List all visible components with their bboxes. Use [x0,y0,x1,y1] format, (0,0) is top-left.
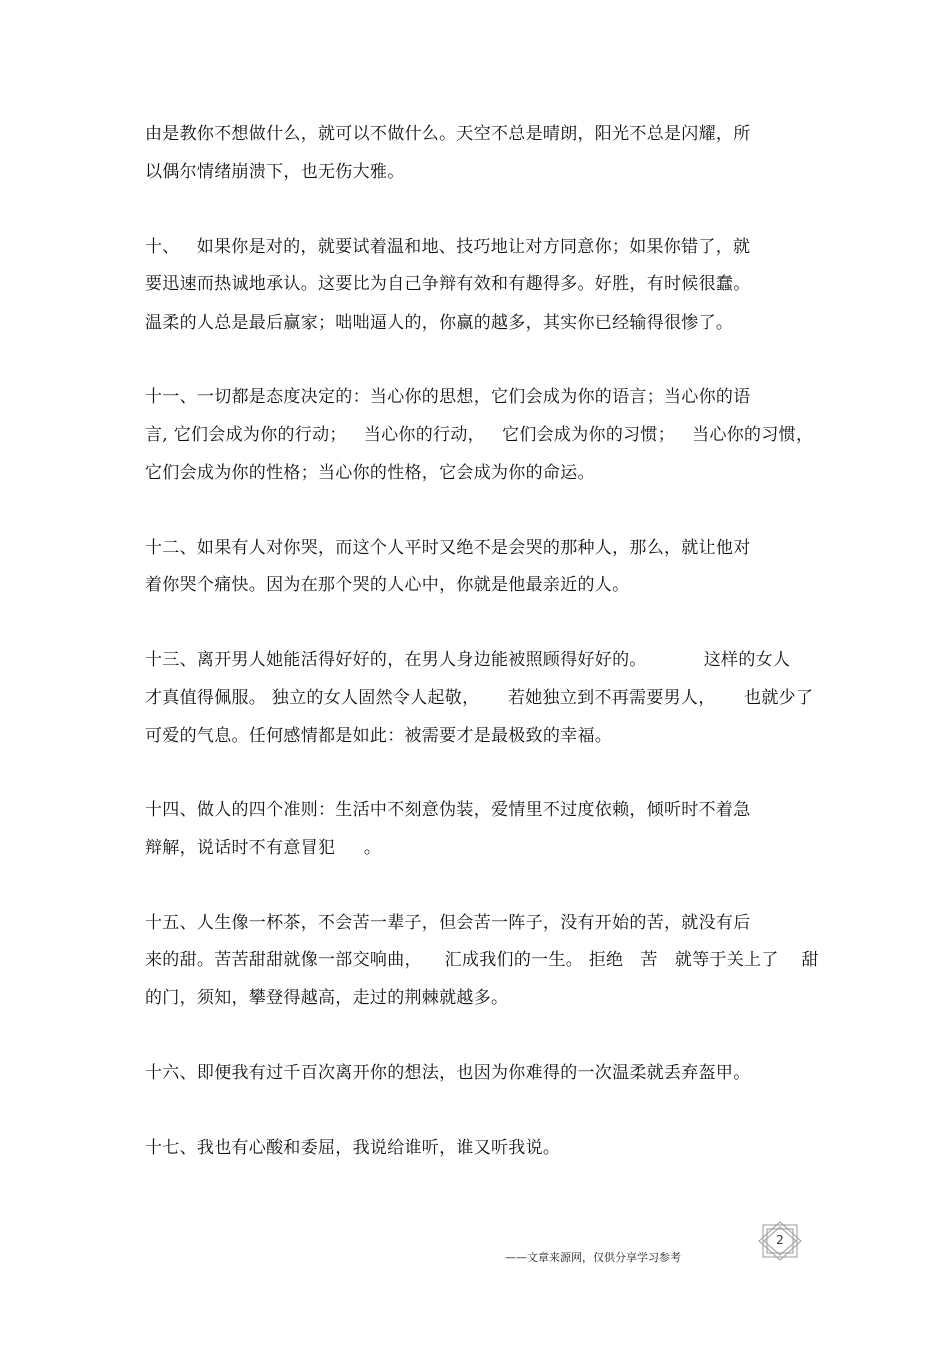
text-line: 十六、即便我有过千百次离开你的想法，也因为你难得的一次温柔就丢弃盔甲。 [145,1063,751,1083]
text-line: 十一、一切都是态度决定的：当心你的思想，它们会成为你的语言；当心你的语 [145,387,751,407]
text-line: 的门，须知，攀登得越高，走过的荆棘就越多。 [145,988,509,1008]
text-line: 要迅速而热诚地承认。这要比为自己争辩有效和有趣得多。好胜，有时候很蠢。 [145,274,751,294]
text-line: 辩解，说话时不有意冒犯 。 [145,838,382,858]
text-line: 十四、做人的四个准则：生活中不刻意伪装，爱情里不过度依赖，倾听时不着急 [145,800,751,820]
text-line: 十二、如果有人对你哭，而这个人平时又绝不是会哭的那种人，那么，就让他对 [145,538,751,558]
text-line: 十五、人生像一杯茶，不会苦一辈子，但会苦一阵子，没有开始的苦，就没有后 [145,913,751,933]
footer-source-text: ——文章来源网，仅供分享学习参考 [505,1251,681,1264]
text-line: 温柔的人总是最后赢家；咄咄逼人的，你赢的越多，其实你已经输得很惨了。 [145,313,734,333]
text-line: 言, 它们会成为你的行动； 当心你的行动， 它们会成为你的习惯； 当心你的习惯， [145,425,814,445]
text-line: 可爱的气息。任何感情都是如此：被需要才是最极致的幸福。 [145,726,613,746]
text-line: 十、 如果你是对的，就要试着温和地、技巧地让对方同意你；如果你错了，就 [145,237,751,257]
text-line: 来的甜。苦苦甜甜就像一部交响曲， 汇成我们的一生。 拒绝 苦 就等于关上了 甜 [145,950,819,970]
text-line: 着你哭个痛快。因为在那个哭的人心中，你就是他最亲近的人。 [145,575,630,595]
text-line: 十三、离开男人她能活得好好的，在男人身边能被照顾得好好的。 这样的女人 [145,650,791,670]
text-line: 以偶尔情绪崩溃下，也无伤大雅。 [145,162,405,182]
text-line: 由是教你不想做什么，就可以不做什么。天空不总是晴朗，阳光不总是闪耀，所 [145,124,751,144]
text-line: 十七、我也有心酸和委屈，我说给谁听，谁又听我说。 [145,1138,561,1158]
page-number: 2 [776,1233,784,1247]
text-line: 才真值得佩服。 独立的女人固然令人起敬， 若她独立到不再需要男人， 也就少了 [145,688,814,708]
text-line: 它们会成为你的性格；当心你的性格，它会成为你的命运。 [145,463,595,483]
